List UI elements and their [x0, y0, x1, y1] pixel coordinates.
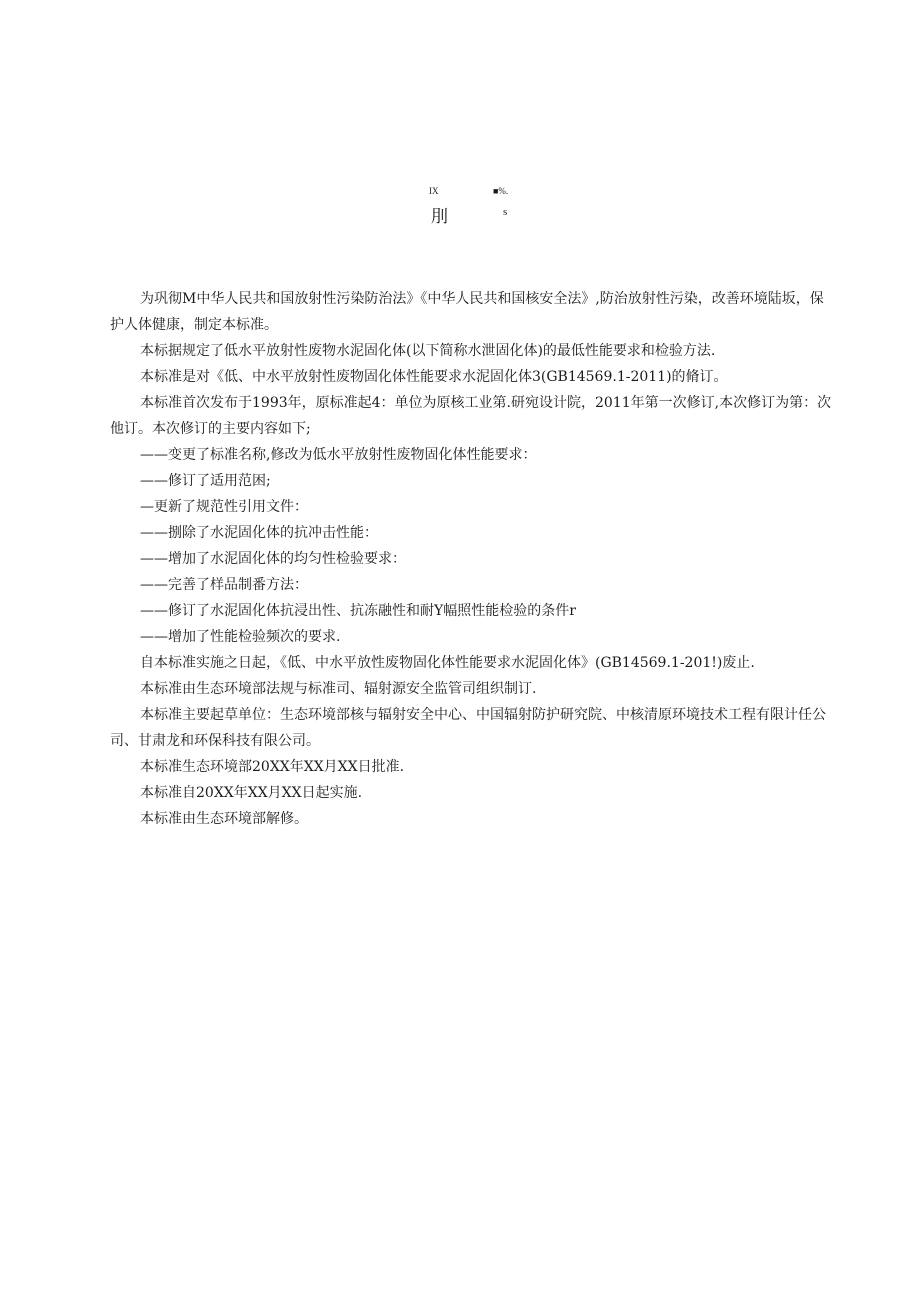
document-body [110, 286, 835, 832]
paragraph-interpretation: 本标准由生态环境部解修。 [140, 811, 308, 827]
change-item: ——修订了水泥固化体抗浸出性、抗冻融性和耐Y幅照性能检验的条件r [140, 603, 576, 619]
change-item: ——修订了适用范困; [140, 473, 271, 489]
header-mark-left: IX [429, 186, 439, 196]
paragraph-abolish: 自本标准实施之日起，《低、中水平放性废物固化体性能要求水泥固化体》(GB14569.1-201!)废止. [140, 655, 755, 671]
header-mark-right: ■%. [493, 186, 509, 196]
change-item: ——增加了水泥固化体的均匀性检验要求： [140, 551, 406, 567]
page-title: 刖 [431, 207, 448, 227]
paragraph-scope: 本标据规定了低水平放射性废物水泥固化体(以下简称水泄固化体)的最低性能要求和检验方法. [140, 343, 716, 359]
page-header [0, 186, 920, 226]
change-item: ——变更了标准名称,修改为低水平放射性废物固化体性能要求： [140, 447, 537, 463]
change-item: ——增加了性能检验频次的要求. [140, 629, 341, 645]
page-title-suffix: s [503, 206, 508, 218]
paragraph-revision-of: 本标准是对《低、中水平放射性废物固化体性能要求水泥固化体3(GB14569.1-2011)的脩订。 [140, 369, 728, 385]
paragraph-effective: 本标准自20XX年XX月XX日起实施. [140, 785, 363, 801]
change-item: —更新了规范性引用文件： [140, 499, 308, 515]
change-item: ——捌除了水泥固化体的抗冲击性能： [140, 525, 378, 541]
paragraph-drafters: 本标准主要起草单位：生态环境部核与辐射安全中心、中国辐射防护研究院、中核清原环境技术工程有限计任公司、甘肃龙和环保科技有限公司。 [110, 707, 826, 749]
paragraph-organizer: 本标准由生态环境部法规与标准司、辐射源安全监管司组织制订. [140, 681, 537, 697]
paragraph-history: 本标准首次发布于1993年，原标准起4：单位为原核工业第.研宛设计院，2011年第一次修订,本次修订为第：次他订。本次修订的主要内容如下; [110, 395, 832, 437]
paragraph-approval: 本标准生态环境部20XX年XX月XX日批准. [140, 759, 405, 775]
paragraph-purpose: 为巩彻M中华人民共和国放射性污染防治法》《中华人民共和国核安全法》,防治放射性污染，改善环境陆坂，保护人体健康，制定本标准。 [110, 291, 824, 333]
change-item: ——完善了样品制番方法： [140, 577, 308, 593]
